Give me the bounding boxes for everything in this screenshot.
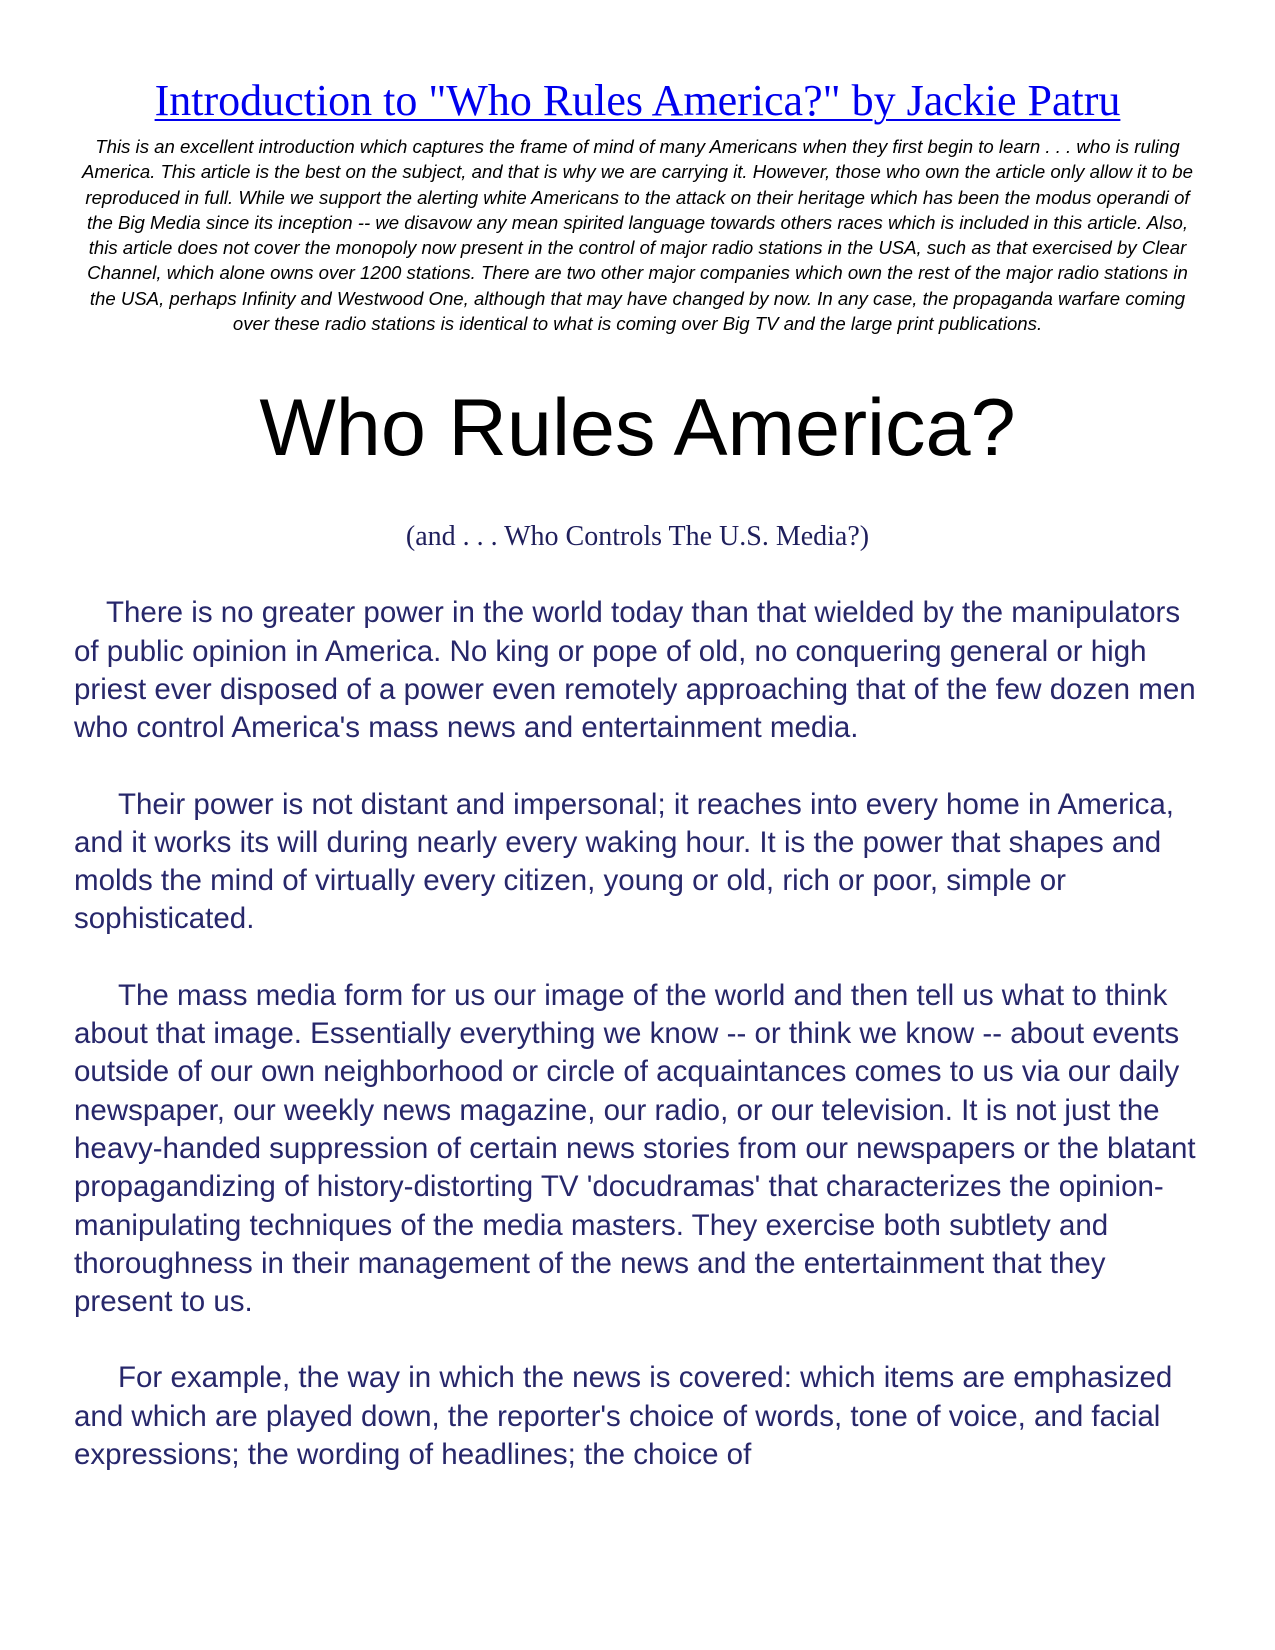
introduction-link[interactable]: Introduction to "Who Rules America?" by Jackie Patru [154,76,1121,125]
body-paragraph: There is no greater power in the world today than that wielded by the manipulators of public opinion in America. No king or pope of old, no conquering general or high priest ever disposed of a power even remotely approaching that of the few dozen men who control America's mass news and entertainment media. [74,596,1196,745]
page-subtitle: (and . . . Who Controls The U.S. Media?) [405,521,870,553]
editor-intro-note: This is an excellent introduction which captures the frame of mind of many Americans when they first begin to learn . . . who is ruling America. This article is the best on the subject, and that is why we are carrying it. However, those who own the article only allow it to be reproduced in full. While we support the alerting white Americans to the attack on their heritage which has been the modus operandi of the Big Media since its inception -- we disavow any mean spirited language towards others races which is included in this article. Also, this article does not cover the monopoly now present in the control of major radio stations in the USA, such as that exercised by Clear Channel, which alone owns over 1200 stations. There are two other major companies which own the rest of the major radio stations in the USA, perhaps Infinity and Westwood One, although that may have changed by now. In any case, the propaganda warfare coming over these radio stations is identical to what is coming over Big TV and the large print publications. [82,136,1193,335]
body-paragraph: For example, the way in which the news is covered: which items are emphasized and which are played down, the reporter's choice of words, tone of voice, and facial expressions; the wording of headlines; the choice of [74,1361,1173,1472]
page-title: Who Rules America? [259,383,1016,474]
body-paragraph: The mass media form for us our image of the world and then tell us what to think about that image. Essentially everything we know -- or think we know -- about events outside of our own neighborhood or circle of acquaintances comes to us via our daily newspaper, our weekly news magazine, our radio, or our television. It is not just the heavy-handed suppression of certain news stories from our newspapers or the blatant propagandizing of history-distorting TV 'docudramas' that characterizes the opinion-manipulating techniques of the media masters. They exercise both subtlety and thoroughness in their management of the news and the entertainment that they present to us. [74,978,1196,1319]
body-paragraph: Their power is not distant and impersonal; it reaches into every home in America, and it works its will during nearly every waking hour. It is the power that shapes and molds the mind of virtually every citizen, young or old, rich or poor, simple or sophisticated. [74,787,1174,936]
article-body [74,594,1201,1474]
